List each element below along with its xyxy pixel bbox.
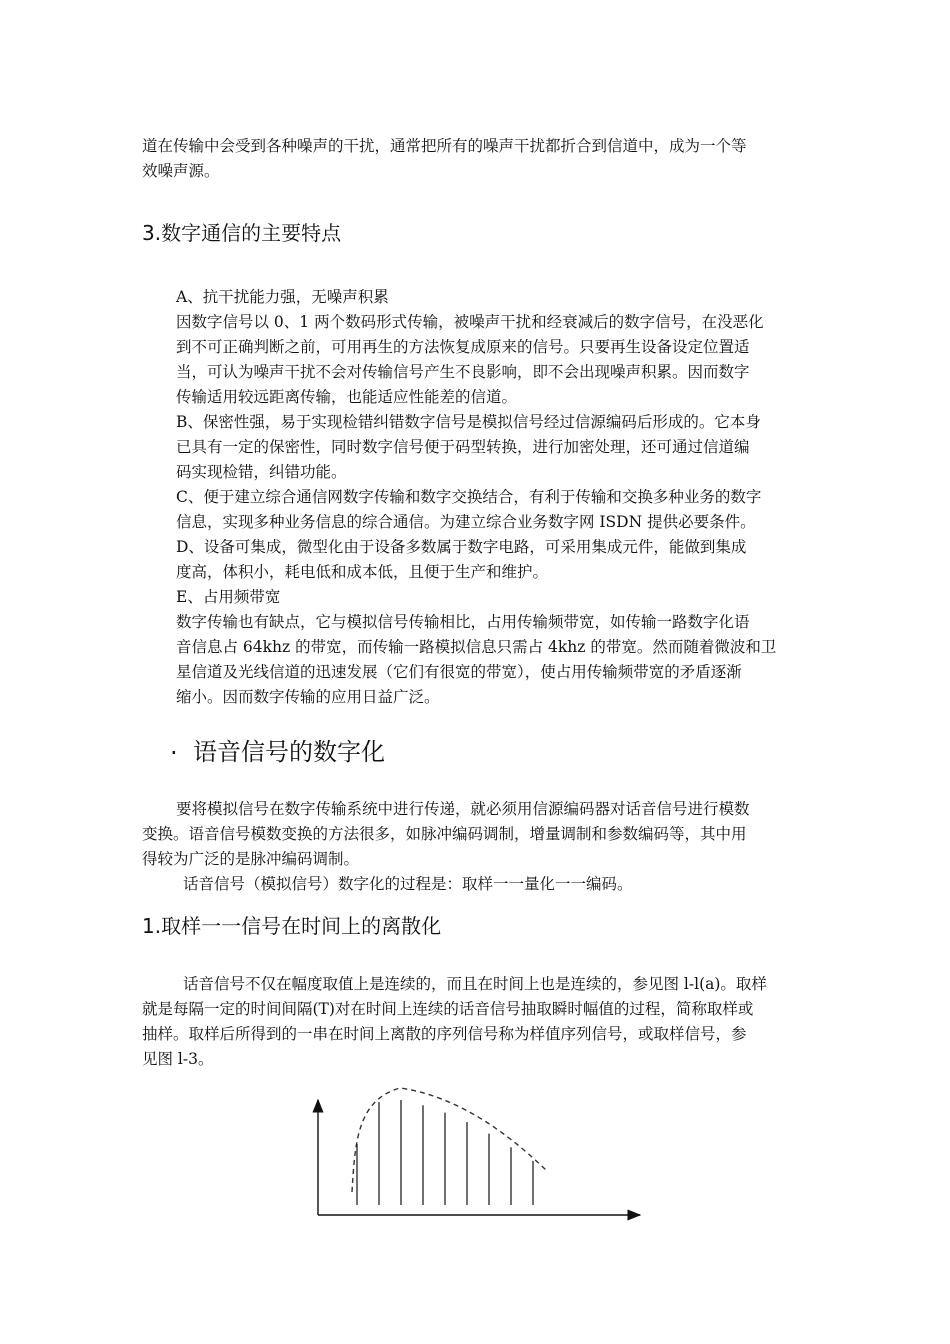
section-heading-features: 3.数字通信的主要特点 bbox=[142, 221, 342, 245]
feature-line: 到不可正确判断之前，可用再生的方法恢复成原来的信号。只要再生设备设定位置适 bbox=[176, 338, 750, 356]
feature-line: 缩小。因而数字传输的应用日益广泛。 bbox=[176, 688, 440, 706]
feature-line: 码实现检错，纠错功能。 bbox=[176, 463, 347, 481]
feature-line: 传输适用较远距离传输，也能适应性能差的信道。 bbox=[176, 388, 518, 406]
chapter-process-line: 话音信号（模拟信号）数字化的过程是：取样一一量化一一编码。 bbox=[183, 875, 633, 893]
sampling-line: 话音信号不仅在幅度取值上是连续的，而且在时间上也是连续的，参见图 l-l(a)。取样 bbox=[183, 975, 767, 993]
feature-line: C、便于建立综合通信网数字传输和数字交换结合，有利于传输和交换多种业务的数字 bbox=[176, 488, 762, 506]
feature-line: 已具有一定的保密性，同时数字信号便于码型转换，进行加密处理，还可通过信道编 bbox=[176, 438, 750, 456]
feature-line: 星信道及光线信道的迅速发展（它们有很宽的带宽），使占用传输频带宽的矛盾逐渐 bbox=[176, 663, 742, 681]
feature-line: 当，可认为噪声干扰不会对传输信号产生不良影响，即不会出现噪声积累。因而数字 bbox=[176, 363, 750, 381]
chapter-para-line: 得较为广泛的是脉冲编码调制。 bbox=[142, 850, 360, 868]
feature-line: D、设备可集成，微型化由于设备多数属于数字电路，可采用集成元件，能做到集成 bbox=[176, 538, 747, 556]
sampling-line: 抽样。取样后所得到的一串在时间上离散的序列信号称为样值序列信号，或取样信号，参 bbox=[142, 1025, 747, 1043]
chapter-para-line: 变换。语音信号模数变换的方法很多，如脉冲编码调制，增量调制和参数编码等，其中用 bbox=[142, 825, 747, 843]
feature-line: 度高，体积小，耗电低和成本低，且便于生产和维护。 bbox=[176, 563, 549, 581]
feature-line: 因数字信号以 0、1 两个数码形式传输，被噪声干扰和经衰减后的数字信号，在没恶化 bbox=[176, 313, 764, 331]
chapter-heading: 语音信号的数字化 bbox=[193, 738, 385, 766]
feature-line: 数字传输也有缺点，它与模拟信号传输相比，占用传输频带宽，如传输一路数字化语 bbox=[176, 613, 750, 631]
section-heading-sampling: 1.取样一一信号在时间上的离散化 bbox=[142, 914, 442, 938]
sampling-line: 见图 l-3。 bbox=[142, 1050, 214, 1068]
intro-line-2: 效噪声源。 bbox=[142, 162, 220, 180]
signal-envelope-curve bbox=[352, 1088, 548, 1192]
feature-line: A、抗干扰能力强，无噪声积累 bbox=[176, 288, 389, 306]
feature-line: B、保密性强，易于实现检错纠错数字信号是模拟信号经过信源编码后形成的。它本身 bbox=[176, 413, 761, 431]
sampling-figure bbox=[300, 1080, 660, 1230]
chapter-bullet: . bbox=[170, 732, 178, 760]
sampling-line: 就是每隔一定的时间间隔(T)对在时间上连续的话音信号抽取瞬时幅值的过程，简称取样或 bbox=[142, 1000, 754, 1018]
feature-line: 信息，实现多种业务信息的综合通信。为建立综合业务数字网 ISDN 提供必要条件。 bbox=[176, 513, 756, 531]
chapter-para-line: 要将模拟信号在数字传输系统中进行传递，就必须用信源编码器对话音信号进行模数 bbox=[176, 800, 750, 818]
feature-line: E、占用频带宽 bbox=[176, 588, 281, 606]
sample-lines-group bbox=[357, 1100, 533, 1205]
intro-line-1: 道在传输中会受到各种噪声的干扰，通常把所有的噪声干扰都折合到信道中，成为一个等 bbox=[142, 137, 747, 155]
feature-line: 音信息占 64khz 的带宽，而传输一路模拟信息只需占 4khz 的带宽。然而随着微波和卫 bbox=[176, 638, 777, 656]
